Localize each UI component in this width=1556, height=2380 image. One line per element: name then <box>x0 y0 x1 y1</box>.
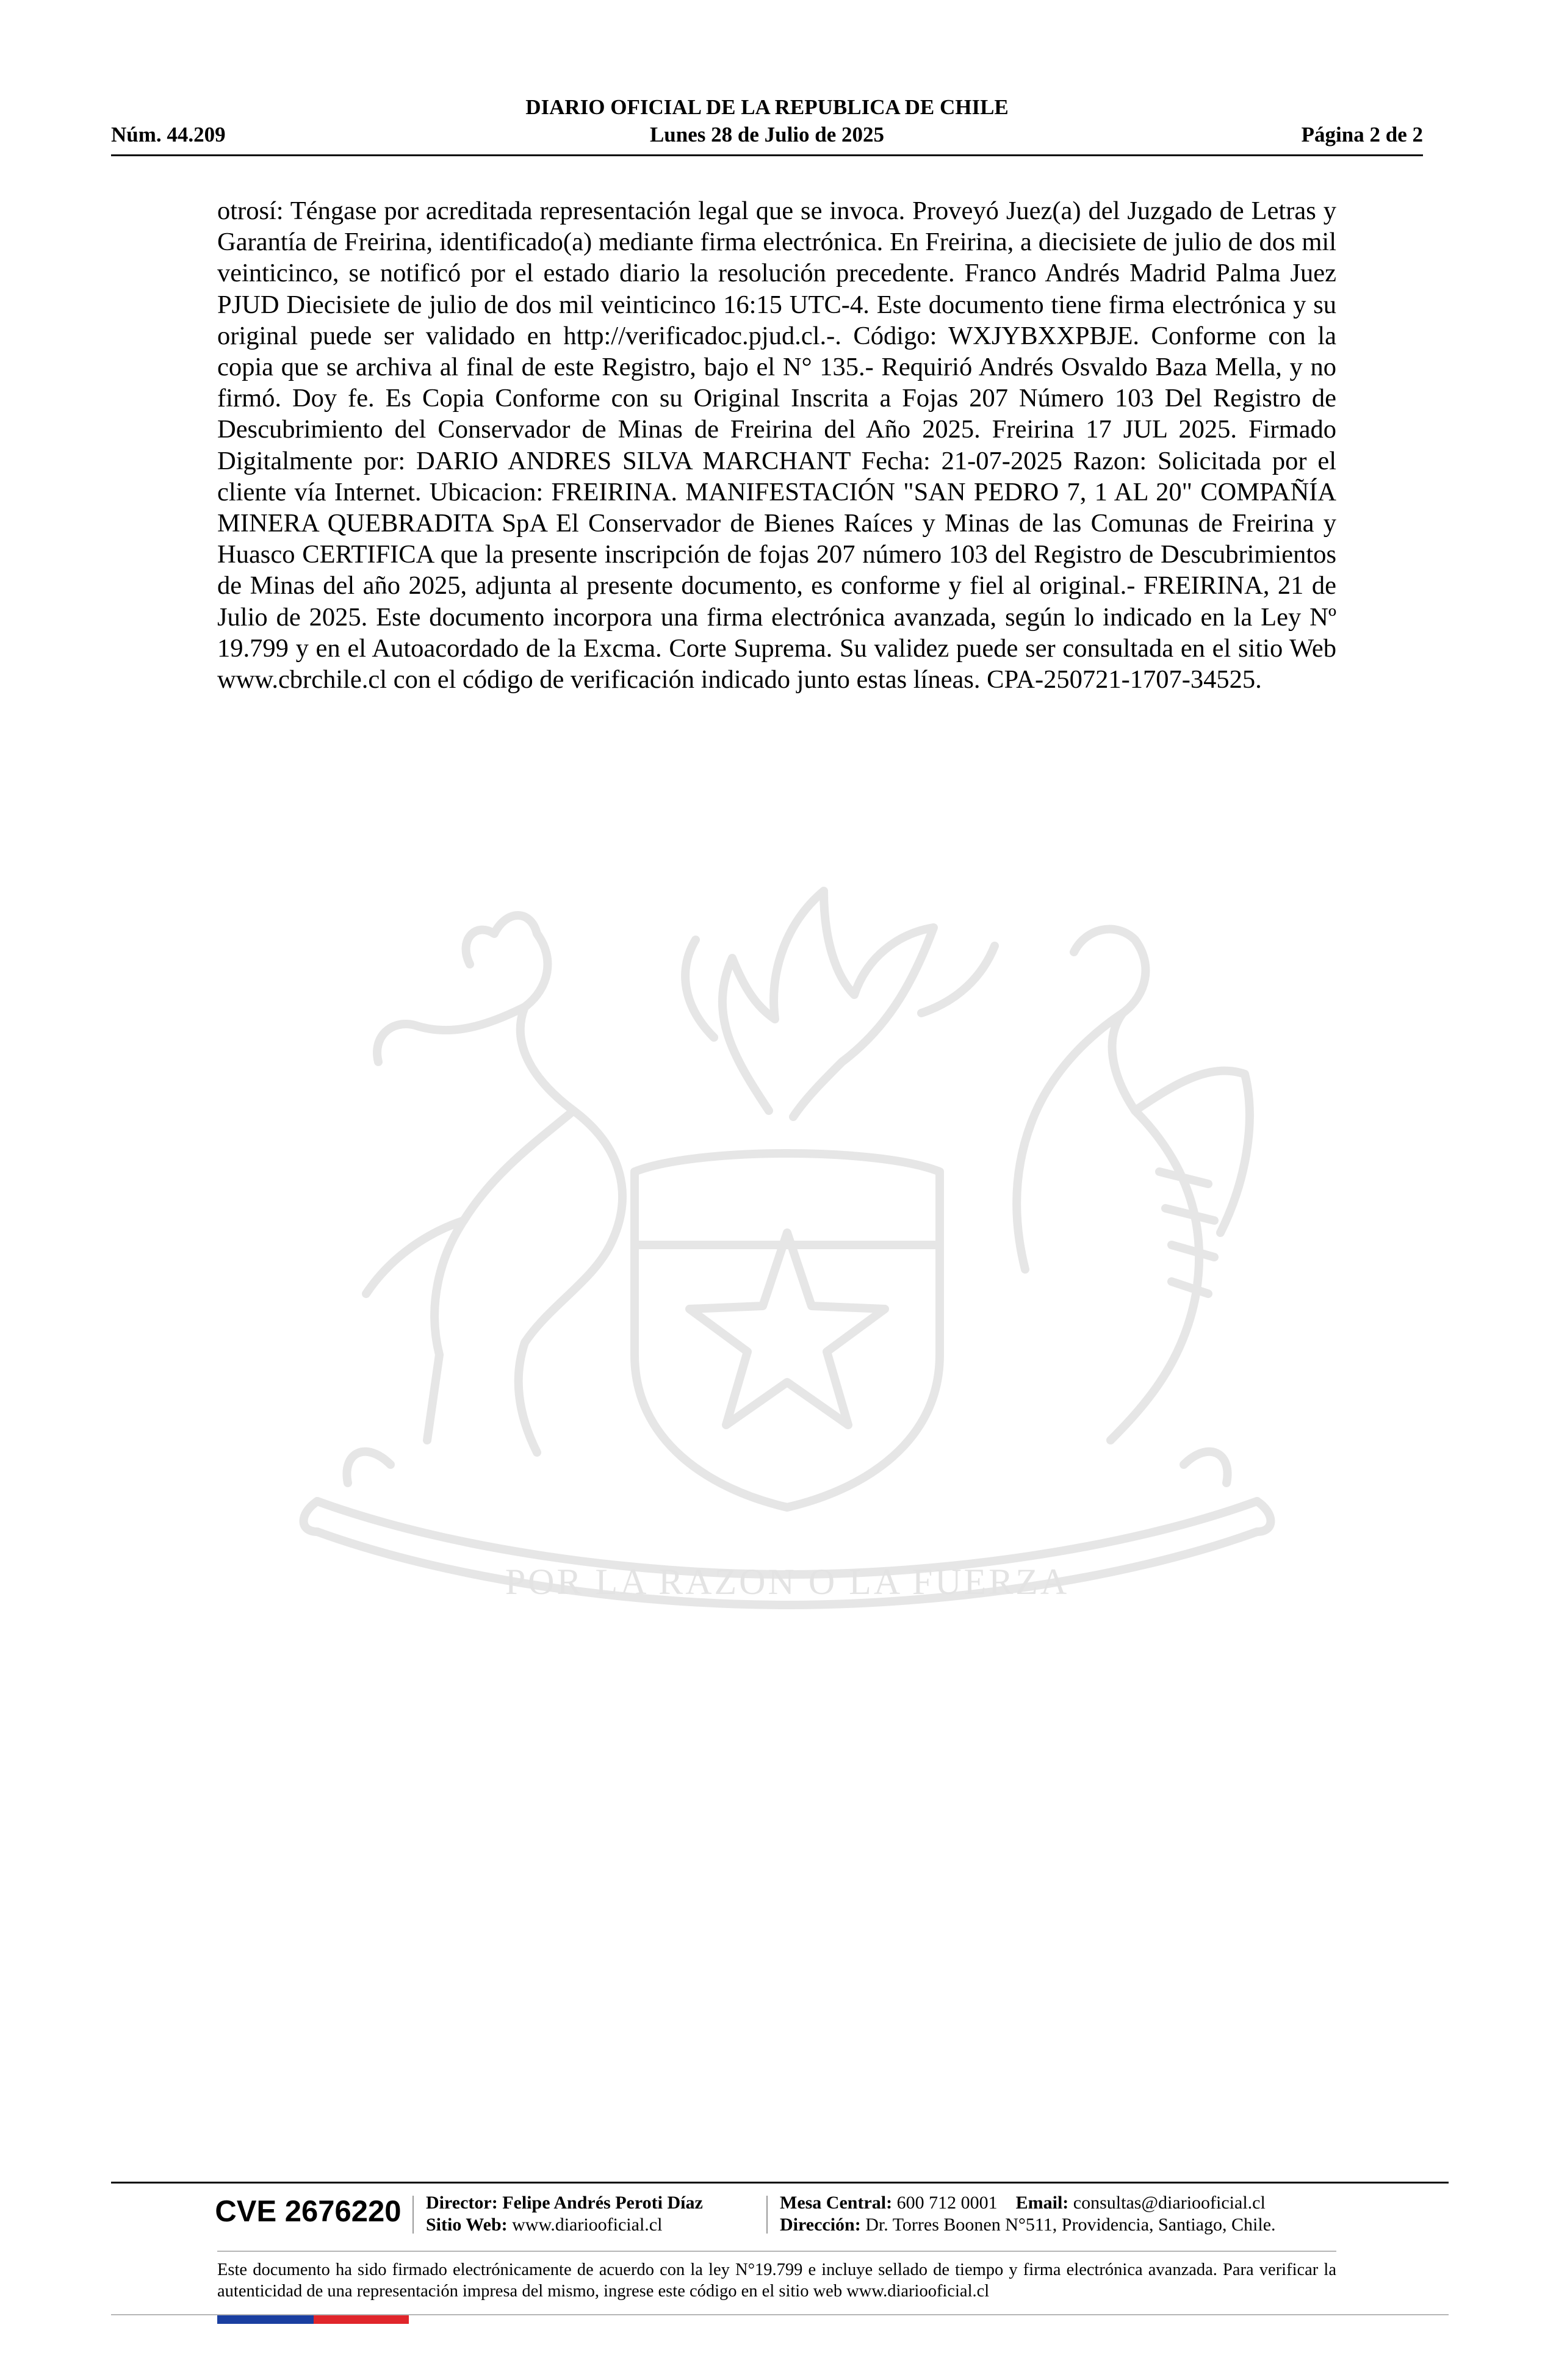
legal-notice: Este documento ha sido firmado electrónicamente de acuerdo con la ley N°19.799 e incluye sellado de tiempo y firma electrónica avanzada. Para verificar la autenticidad de una representación impresa del mismo, ingrese este código en el sitio web www.diariooficial.cl <box>217 2260 1336 2301</box>
header-divider <box>111 154 1423 156</box>
document-body: otrosí: Téngase por acreditada representación legal que se invoca. Proveyó Juez(a) del Juzgado de Letras y Garantía de Freirina, identificado(a) mediante firma electrónica. En Freirina, a diecisiete de julio de dos mil veinticinco, se notificó por el estado diario la resolución precedente. Franco Andrés Madrid Palma Juez PJUD Diecisiete de julio de dos mil veinticinco 16:15 UTC-4. Este documento tiene firma electrónica y su original puede ser validado en http://verificadoc.pjud.cl.-. Código: WXJYBXXPBJE. Conforme con la copia que se archiva al final de este Registro, bajo el N° 135.- Requirió Andrés Osvaldo Baza Mella, y no firmó. Doy fe. Es Copia Conforme con su Original Inscrita a Fojas 207 Número 103 Del Registro de Descubrimiento del Conservador de Minas de Freirina del Año 2025. Freirina 17 JUL 2025. Firmado Digitalmente por: DARIO ANDRES SILVA MARCHANT Fecha: 21-07-2025 Razon: Solicitada por el cliente vía Internet. Ubicacion: FREIRINA. MANIFESTACIÓN "SAN PEDRO 7, 1 AL 20" COMPAÑÍA MINERA QUEBRADITA SpA El Conservador de Bienes Raíces y Minas de las Comunas de Freirina y Huasco CERTIFICA que la presente inscripción de fojas 207 número 103 del Registro de Descubrimientos de Minas del año 2025, adjunta al presente documento, es conforme y fiel al original.- FREIRINA, 21 de Julio de 2025. Este documento incorpora una firma electrónica avanzada, según lo indicado en la Ley Nº 19.799 y en el Autoacordado de la Excma. Corte Suprema. Su validez puede ser consultada en el sitio Web www.cbrchile.cl con el código de verificación indicado junto estas líneas. CPA-250721-1707-34525. <box>217 197 1336 694</box>
footer-divider-mid <box>217 2251 1336 2252</box>
issue-date: Lunes 28 de Julio de 2025 <box>649 123 885 146</box>
email-label: Email: <box>1015 2193 1069 2213</box>
director-name: Felipe Andrés Peroti Díaz <box>502 2193 703 2213</box>
director-line <box>426 2192 703 2214</box>
header-meta-row <box>111 121 1423 148</box>
contact-info <box>780 2192 1276 2236</box>
email-link[interactable]: consultas@diariooficial.cl <box>1073 2193 1266 2213</box>
director-label: Director: <box>426 2193 498 2213</box>
footer-separator <box>412 2196 414 2234</box>
website-label: Sitio Web: <box>426 2215 508 2235</box>
address-label: Dirección: <box>780 2215 861 2235</box>
page-header <box>111 95 1423 156</box>
flag-bar-red <box>314 2315 409 2324</box>
phone-number: 600 712 0001 <box>896 2193 998 2213</box>
coat-of-arms-watermark-icon <box>207 854 1355 1666</box>
page-indicator: Página 2 de 2 <box>1301 123 1423 146</box>
address-value: Dr. Torres Boonen N°511, Providencia, Santiago, Chile. <box>865 2215 1276 2235</box>
cve-code: CVE 2676220 <box>215 2195 402 2228</box>
issue-number: Núm. 44.209 <box>111 123 226 146</box>
address-line <box>780 2214 1276 2236</box>
footer-separator <box>766 2196 768 2234</box>
website-line <box>426 2214 703 2236</box>
flag-bar-blue <box>217 2315 314 2324</box>
publication-title: DIARIO OFICIAL DE LA REPUBLICA DE CHILE <box>525 95 1009 119</box>
phone-email-line <box>780 2192 1276 2214</box>
footer-divider-top <box>111 2182 1449 2183</box>
phone-label: Mesa Central: <box>780 2193 893 2213</box>
website-link[interactable]: www.diariooficial.cl <box>512 2215 663 2235</box>
director-info <box>426 2192 703 2236</box>
motto-text: POR LA RAZON O LA FUERZA <box>505 1562 1070 1602</box>
